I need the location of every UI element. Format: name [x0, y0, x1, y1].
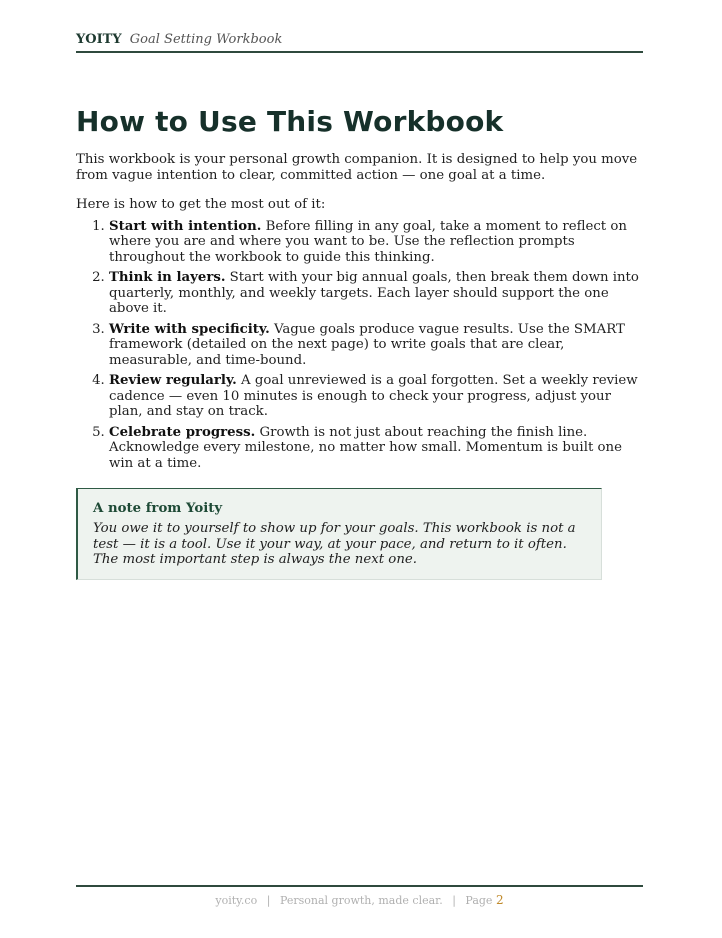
- lead-paragraph: Here is how to get the most out of it:: [76, 197, 326, 212]
- list-item: [109, 425, 646, 472]
- footer-separator: |: [452, 894, 456, 907]
- step-text: Growth is not just about reaching the finish line. Acknowledge every milestone, no matter how small. Momentum is built one win at a time.: [109, 424, 622, 471]
- list-item: [109, 219, 646, 266]
- step-heading: Celebrate progress.: [109, 424, 256, 440]
- note-body: You owe it to yourself to show up for your goals. This workbook is not a test — it is a tool. Use it your way, at your pace, and return to it often. The most important step is always the next one.: [93, 521, 576, 567]
- intro-paragraph: This workbook is your personal growth companion. It is designed to help you move from vague intention to clear, committed action — one goal at a time.: [76, 152, 638, 183]
- footer-page-label: Page: [465, 894, 493, 907]
- page-header: [76, 32, 643, 53]
- step-heading: Write with specificity.: [109, 321, 270, 337]
- workbook-subtitle: Goal Setting Workbook: [129, 32, 283, 47]
- page-title: How to Use This Workbook: [76, 105, 504, 138]
- brand-name: YOITY: [76, 32, 122, 47]
- step-text: Before filling in any goal, take a moment to reflect on where you are and where you want to be. Use the reflection prompts throughout the workbook to guide this thinking.: [109, 218, 627, 265]
- footer-tagline: Personal growth, made clear.: [279, 894, 443, 907]
- step-text: Start with your big annual goals, then break them down into quarterly, monthly, and weekly targets. Each layer should support the one above it.: [109, 270, 639, 316]
- main-content: [76, 152, 646, 476]
- step-heading: Think in layers.: [109, 270, 226, 285]
- step-heading: Review regularly.: [109, 373, 237, 388]
- list-item: [109, 322, 646, 369]
- list-item: [109, 373, 646, 420]
- footer-separator: |: [266, 894, 271, 907]
- page-footer: [76, 885, 643, 907]
- step-heading: Start with intention.: [109, 218, 262, 234]
- note-title: A note from Yoity: [93, 501, 223, 516]
- list-item: [109, 270, 646, 317]
- footer-site-link[interactable]: yoity.co: [215, 894, 258, 907]
- step-text: Vague goals produce vague results. Use the SMART framework (detailed on the next page) to write goals that are clear, measurable, and time-bound.: [109, 321, 625, 368]
- footer-page-number: 2: [495, 893, 504, 907]
- note-callout: [76, 488, 602, 580]
- step-text: A goal unreviewed is a goal forgotten. Set a weekly review cadence — even 10 minutes is enough to check your progress, adjust your plan, and stay on track.: [109, 373, 638, 419]
- steps-list: [76, 219, 646, 472]
